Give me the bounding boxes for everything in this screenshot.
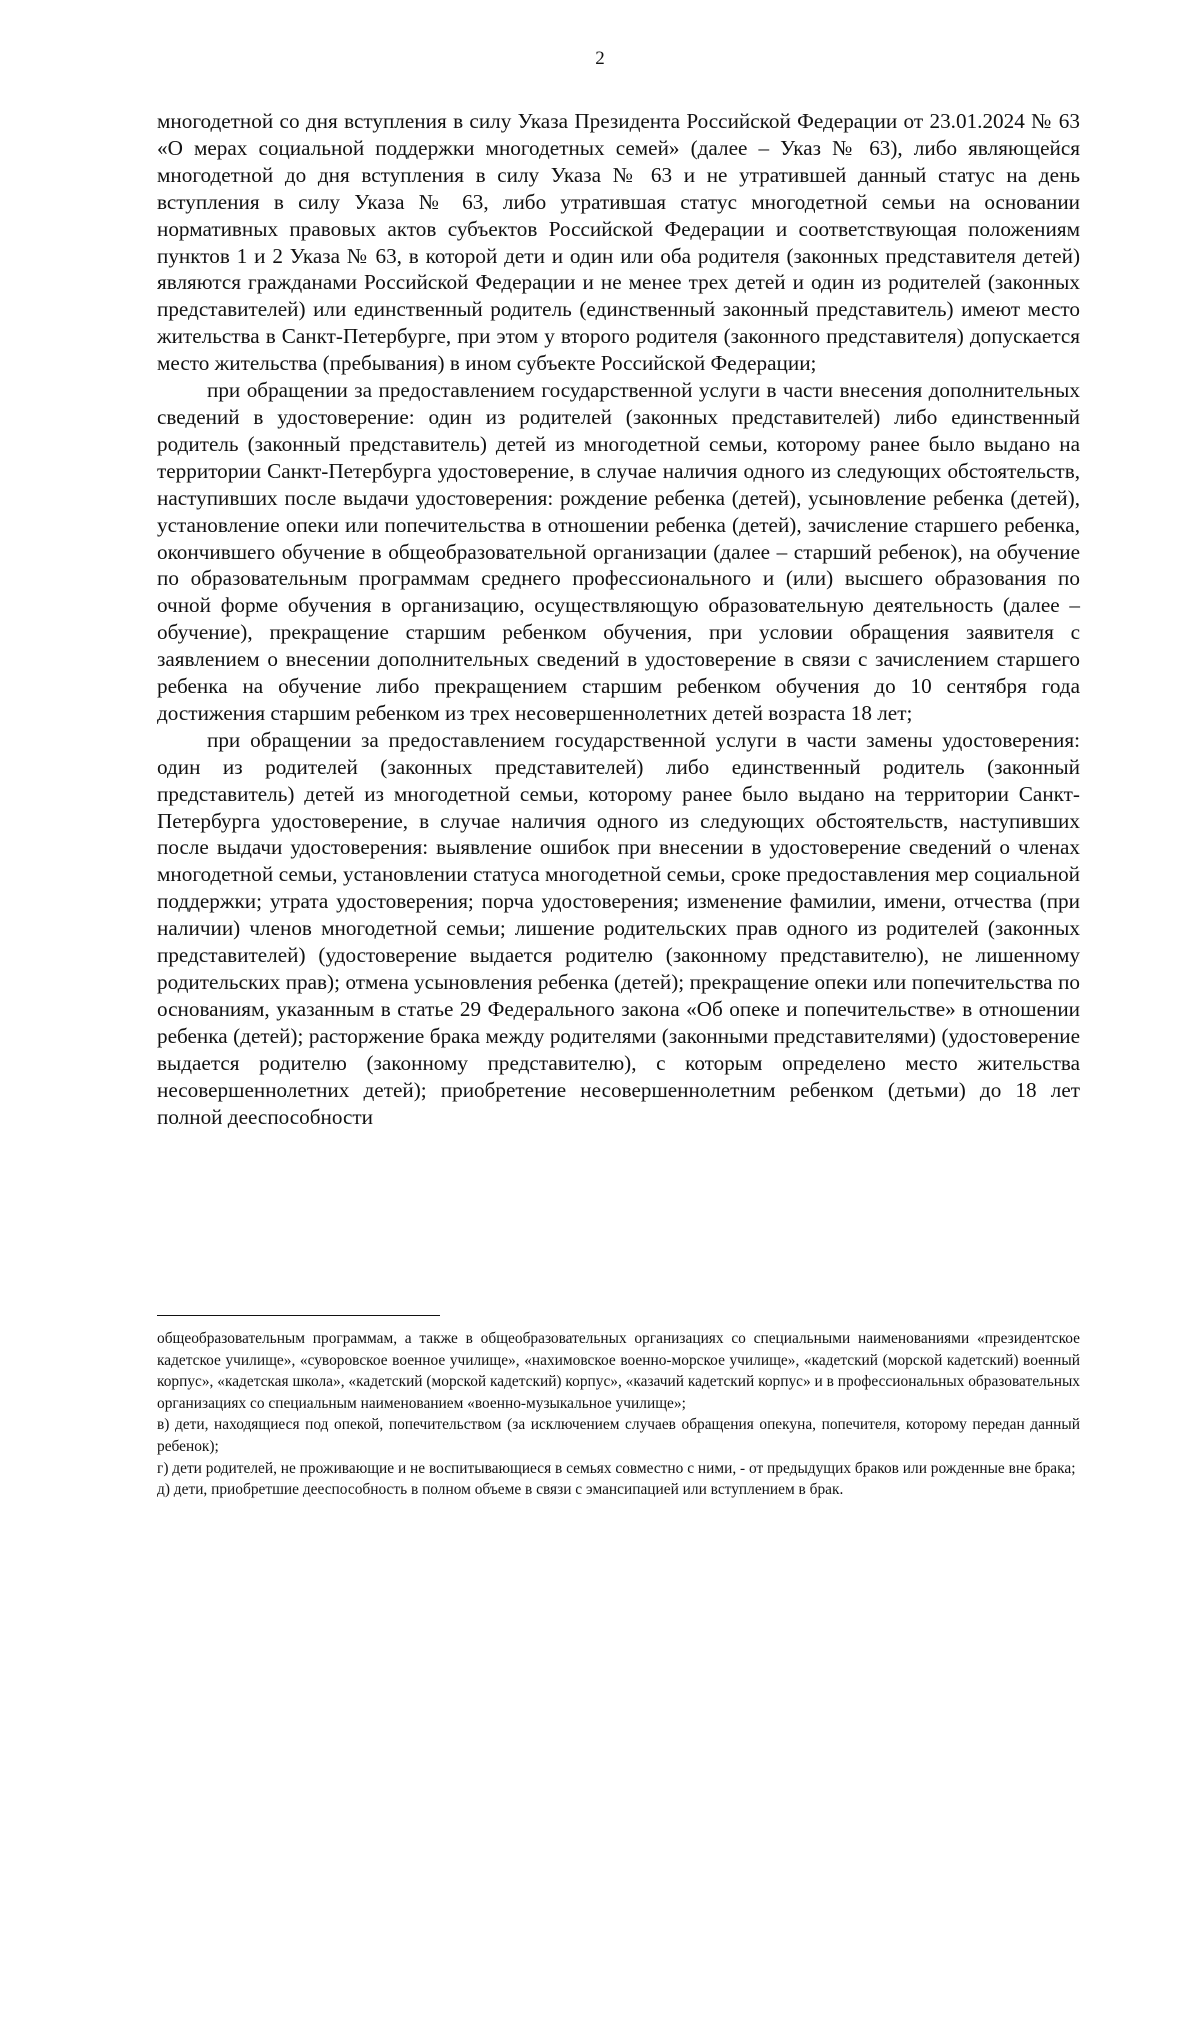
paragraph-continuation: многодетной со дня вступления в силу Указа Президента Российской Федерации от 23.01.2024 № 63 «О мерах социальной поддержки многодетных семей» (далее – Указ № 63), либо являющейся многодетной до дня вступления в силу Указа № 63 и не утратившей данный статус на день вступления в силу Указа № 63, либо утратившая статус многодетной семьи на основании нормативных правовых актов субъектов Российской Федерации и соответствующая положениям пунктов 1 и 2 Указа № 63, в которой дети и один или оба родителя (законных представителя детей) являются гражданами Российской Федерации и не менее трех детей и один из родителей (законных представителей) или единственный родитель (единственный законный представитель) имеют место жительства в Санкт-Петербурге, при этом у второго родителя (законного представителя) допускается место жительства (пребывания) в ином субъекте Российской Федерации; — [157, 109, 1080, 376]
footnote-separator — [157, 1315, 440, 1316]
footnotes — [157, 1328, 1080, 1501]
body-text — [157, 108, 1080, 1130]
footnote-continuation: общеобразовательным программам, а также в общеобразовательных организациях со специальными наименованиями «президентское кадетское училище», «суворовское военное училище», «нахимовское военно-морское училище», «кадетский (морской кадетский) военный корпус», «кадетская школа», «кадетский (морской кадетский) корпус», «казачий кадетский корпус» и в профессиональных образовательных организациях со специальным наименованием «военно-музыкальное училище»; — [157, 1330, 1080, 1412]
footnote-item-d: д) дети, приобретшие дееспособность в полном объеме в связи с эмансипацией или вступлением в брак. — [157, 1481, 844, 1499]
paragraph-replacement: при обращении за предоставлением государственной услуги в части замены удостоверения: один из родителей (законных представителей) либо единственный родитель (законный представитель) детей из многодетной семьи, которому ранее было выдано на территории Санкт-Петербурга удостоверение, в случае наличия одного из следующих обстоятельств, наступивших после выдачи удостоверения: выявление ошибок при внесении в удостоверение сведений о членах многодетной семьи, установлении статуса многодетной семьи, сроке предоставления мер социальной поддержки; утрата удостоверения; порча удостоверения; изменение фамилии, имени, отчества (при наличии) членов многодетной семьи; лишение родительских прав одного из родителей (законных представителей) (удостоверение выдается родителю (законному представителю), не лишенному родительских прав); отмена усыновления ребенка (детей); прекращение опеки или попечительства по основаниям, указанным в статье 29 Федерального закона «Об опеке и попечительстве» в отношении ребенка (детей); расторжение брака между родителями (законными представителями) (удостоверение выдается родителю (законному представителю), с которым определено место жительства несовершеннолетних детей); приобретение несовершеннолетним ребенком (детьми) до 18 лет полной дееспособности — [157, 727, 1080, 1129]
page-number: 2 — [595, 48, 605, 69]
footnote-item-v: в) дети, находящиеся под опекой, попечительством (за исключением случаев обращения опекуна, попечителя, которому передан данный ребенок); — [157, 1416, 1080, 1455]
footnote-item-g: г) дети родителей, не проживающие и не воспитывающиеся в семьях совместно с ними, - от предыдущих браков или рожденные вне брака; — [157, 1459, 1076, 1477]
paragraph-additional-info: при обращении за предоставлением государственной услуги в части внесения дополнительных сведений в удостоверение: один из родителей (законных представителей) либо единственный родитель (законный представитель) детей из многодетной семьи, которому ранее было выдано на территории Санкт-Петербурга удостоверение, в случае наличия одного из следующих обстоятельств, наступивших после выдачи удостоверения: рождение ребенка (детей), усыновление ребенка (детей), установление опеки или попечительства в отношении ребенка (детей), зачисление старшего ребенка, окончившего обучение в общеобразовательной организации (далее – старший ребенок), на обучение по образовательным программам среднего профессионального и (или) высшего образования по очной форме обучения в организацию, осуществляющую образовательную деятельность (далее – обучение), прекращение старшим ребенком обучения, при условии обращения заявителя с заявлением о внесении дополнительных сведений в удостоверение в связи с зачислением старшего ребенка на обучение либо прекращением старшим ребенком обучения до 10 сентября года достижения старшим ребенком из трех несовершеннолетних детей возраста 18 лет; — [157, 378, 1080, 725]
